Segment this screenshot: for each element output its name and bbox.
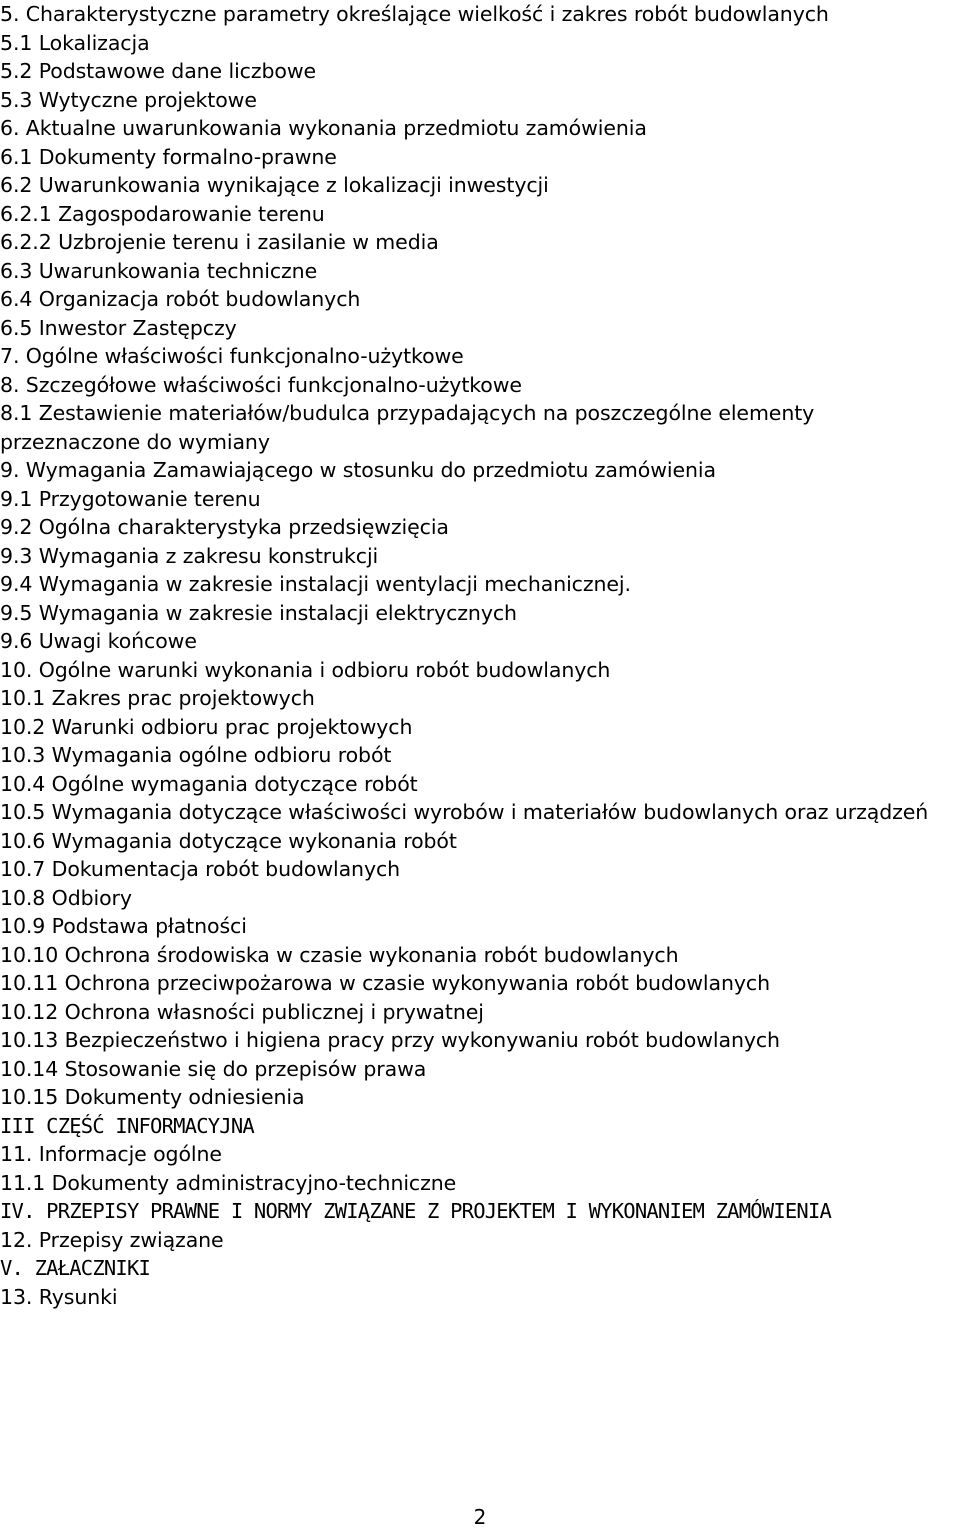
toc-entry-10-9: 10.9 Podstawa płatności: [0, 914, 247, 938]
toc-entry-10: 10. Ogólne warunki wykonania i odbioru robót budowlanych: [0, 657, 611, 682]
toc-entry-6-3: 6.3 Uwarunkowania techniczne: [0, 258, 318, 283]
toc-entry-10-5: 10.5 Wymagania dotyczące właściwości wyrobów i materiałów budowlanych oraz urządzeń: [0, 800, 929, 824]
toc-entry-9-5: 9.5 Wymagania w zakresie instalacji elektrycznych: [0, 600, 517, 625]
toc-entry-9: 9. Wymagania Zamawiającego w stosunku do przedmiotu zamówienia: [0, 458, 716, 482]
toc-entry-6-2-1: 6.2.1 Zagospodarowanie terenu: [0, 201, 325, 226]
toc-entry-11-1: 11.1 Dokumenty administracyjno-techniczne: [0, 1170, 457, 1195]
toc-entry-5: 5. Charakterystyczne parametry określające wielkość i zakres robót budowlanych: [0, 2, 829, 26]
toc-entry-8: 8. Szczegółowe właściwości funkcjonalno-użytkowe: [0, 372, 522, 397]
toc-entry-11: 11. Informacje ogólne: [0, 1142, 222, 1166]
toc-entry-5-1: 5.1 Lokalizacja: [0, 30, 150, 55]
toc-entry-10-3: 10.3 Wymagania ogólne odbioru robót: [0, 743, 392, 767]
toc-entry-8-1: 8.1 Zestawienie materiałów/budulca przypadających na poszczególne elementy przeznaczone do wymiany: [0, 401, 815, 454]
toc-entry-6-5: 6.5 Inwestor Zastępczy: [0, 315, 237, 340]
toc-entry-9-4: 9.4 Wymagania w zakresie instalacji wentylacji mechanicznej.: [0, 572, 631, 596]
toc-entry-6-2-2: 6.2.2 Uzbrojenie terenu i zasilanie w media: [0, 230, 439, 254]
toc-entry-5-2: 5.2 Podstawowe dane liczbowe: [0, 59, 317, 83]
toc-entry-10-4: 10.4 Ogólne wymagania dotyczące robót: [0, 771, 418, 796]
toc-entry-10-10: 10.10 Ochrona środowiska w czasie wykonania robót budowlanych: [0, 942, 679, 967]
toc-entry-9-3: 9.3 Wymagania z zakresu konstrukcji: [0, 543, 379, 568]
toc-entry-10-8: 10.8 Odbiory: [0, 885, 132, 910]
toc-entry-6: 6. Aktualne uwarunkowania wykonania przedmiotu zamówienia: [0, 116, 647, 140]
toc-entry-10-2: 10.2 Warunki odbioru prac projektowych: [0, 714, 413, 739]
page-number: 2: [473, 1505, 487, 1529]
toc-entry-6-1: 6.1 Dokumenty formalno-prawne: [0, 144, 337, 169]
toc-entry-10-6: 10.6 Wymagania dotyczące wykonania robót: [0, 828, 457, 853]
toc-entry-10-11: 10.11 Ochrona przeciwpożarowa w czasie wykonywania robót budowlanych: [0, 971, 770, 995]
toc-entry-10-12: 10.12 Ochrona własności publicznej i prywatnej: [0, 999, 484, 1024]
toc-entry-10-15: 10.15 Dokumenty odniesienia: [0, 1085, 305, 1109]
toc-entry-13: 13. Rysunki: [0, 1284, 118, 1309]
toc-entry-5-3: 5.3 Wytyczne projektowe: [0, 87, 257, 112]
toc-entry-10-13: 10.13 Bezpieczeństwo i higiena pracy przy wykonywaniu robót budowlanych: [0, 1028, 780, 1052]
toc-entry-9-2: 9.2 Ogólna charakterystyka przedsięwzięcia: [0, 515, 449, 539]
toc-entry-6-2: 6.2 Uwarunkowania wynikające z lokalizacji inwestycji: [0, 173, 549, 197]
toc-section-iv: IV. PRZEPISY PRAWNE I NORMY ZWIĄZANE Z PROJEKTEM I WYKONANIEM ZAMÓWIENIA: [0, 1199, 832, 1223]
toc-section-v: V. ZAŁACZNIKI: [0, 1256, 151, 1280]
toc-entry-9-6: 9.6 Uwagi końcowe: [0, 629, 197, 653]
toc-entry-7: 7. Ogólne właściwości funkcjonalno-użytkowe: [0, 344, 464, 368]
toc-section-iii: III CZĘŚĆ INFORMACYJNA: [0, 1113, 254, 1138]
toc-entry-10-1: 10.1 Zakres prac projektowych: [0, 686, 315, 710]
toc-entry-10-14: 10.14 Stosowanie się do przepisów prawa: [0, 1056, 427, 1081]
toc-entry-6-4: 6.4 Organizacja robót budowlanych: [0, 287, 361, 311]
toc-entry-12: 12. Przepisy związane: [0, 1227, 224, 1252]
toc-entry-10-7: 10.7 Dokumentacja robót budowlanych: [0, 857, 401, 881]
toc-entry-9-1: 9.1 Przygotowanie terenu: [0, 486, 261, 511]
